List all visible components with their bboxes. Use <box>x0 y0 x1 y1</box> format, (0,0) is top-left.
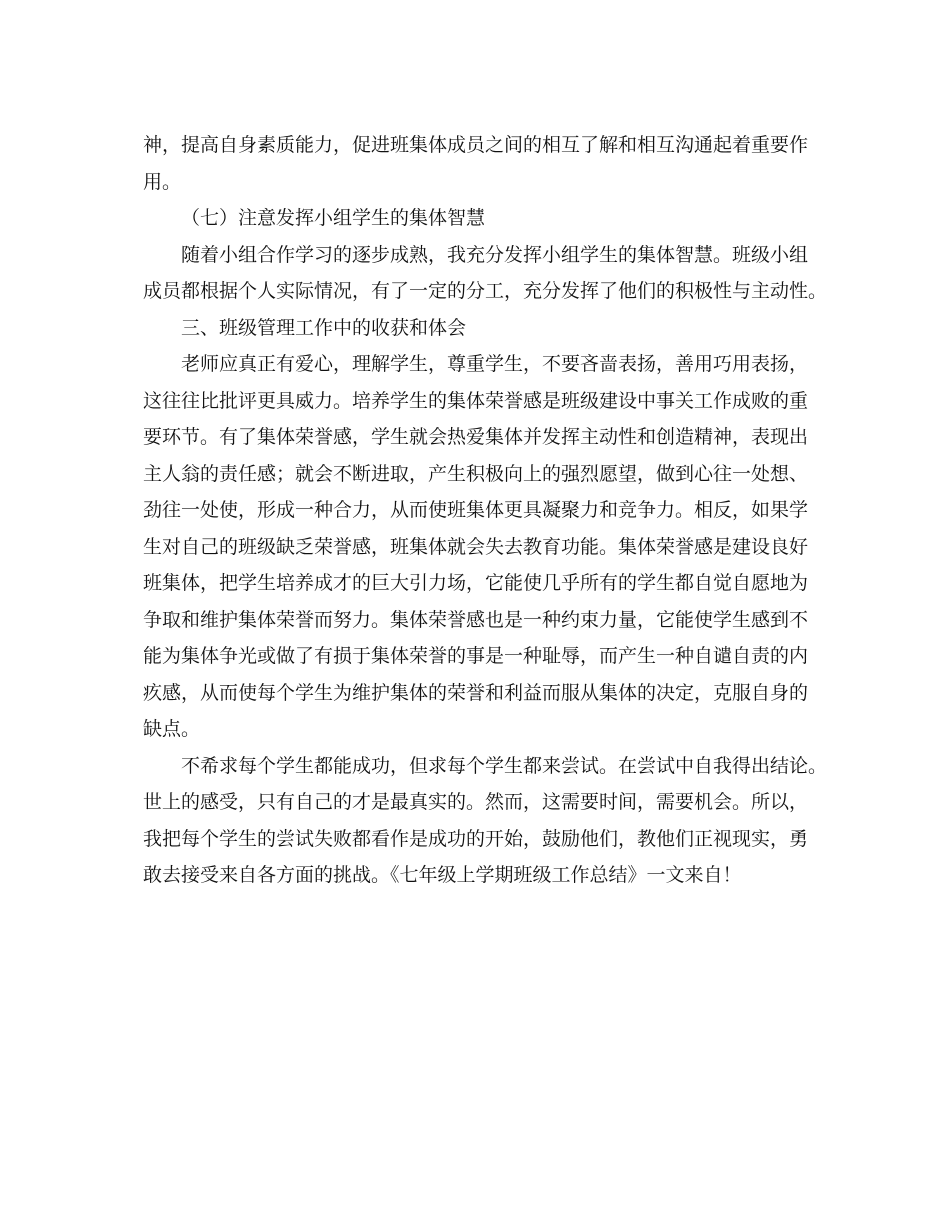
text-line: 老师应真正有爱心，理解学生，尊重学生，不要吝啬表扬，善用巧用表扬， <box>181 353 809 375</box>
text-line: 三、班级管理工作中的收获和体会 <box>181 316 467 339</box>
text-line: 主人翁的责任感；就会不断进取，产生积极向上的强烈愿望，做到心往一处想、 <box>143 462 809 485</box>
text-line: 我把每个学生的尝试失败都看作是成功的开始，鼓励他们，教他们正视现实，勇 <box>143 827 809 850</box>
text-line: 敢去接受来自各方面的挑战。《七年级上学期班级工作总结》一文来自！ <box>143 864 742 886</box>
body-text <box>143 127 828 894</box>
text-line: 不希求每个学生都能成功，但求每个学生都来尝试。在尝试中自我得出结论。 <box>181 754 828 777</box>
text-line: 这往往比批评更具威力。培养学生的集体荣誉感是班级建设中事关工作成败的重 <box>143 389 809 412</box>
text-line: 缺点。 <box>143 718 201 740</box>
text-line: 神，提高自身素质能力，促进班集体成员之间的相互了解和相互沟通起着重要作 <box>143 134 809 156</box>
text-line: 争取和维护集体荣誉而努力。集体荣誉感也是一种约束力量，它能使学生感到不 <box>143 608 809 631</box>
text-line: 成员都根据个人实际情况，有了一定的分工，充分发挥了他们的积极性与主动性。 <box>143 280 828 302</box>
text-line: 能为集体争光或做了有损于集体荣誉的事是一种耻辱，而产生一种自谴自责的内 <box>143 645 809 667</box>
text-line: 随着小组合作学习的逐步成熟，我充分发挥小组学生的集体智慧。班级小组 <box>181 243 809 266</box>
text-line: 要环节。有了集体荣誉感，学生就会热爱集体并发挥主动性和创造精神，表现出 <box>143 426 809 448</box>
text-line: 劲往一处使，形成一种合力，从而使班集体更具凝聚力和竞争力。相反，如果学 <box>143 499 809 521</box>
text-line: （七）注意发挥小组学生的集体智慧 <box>181 207 486 229</box>
text-line: 生对自己的班级缺乏荣誉感，班集体就会失去教育功能。集体荣誉感是建设良好 <box>143 535 809 558</box>
text-line: 班集体，把学生培养成才的巨大引力场，它能使几乎所有的学生都自觉自愿地为 <box>143 572 809 594</box>
text-line: 疚感，从而使每个学生为维护集体的荣誉和利益而服从集体的决定，克服自身的 <box>143 681 809 704</box>
text-line: 世上的感受，只有自己的才是最真实的。然而，这需要时间，需要机会。所以， <box>143 791 809 813</box>
text-line: 用。 <box>143 170 182 193</box>
